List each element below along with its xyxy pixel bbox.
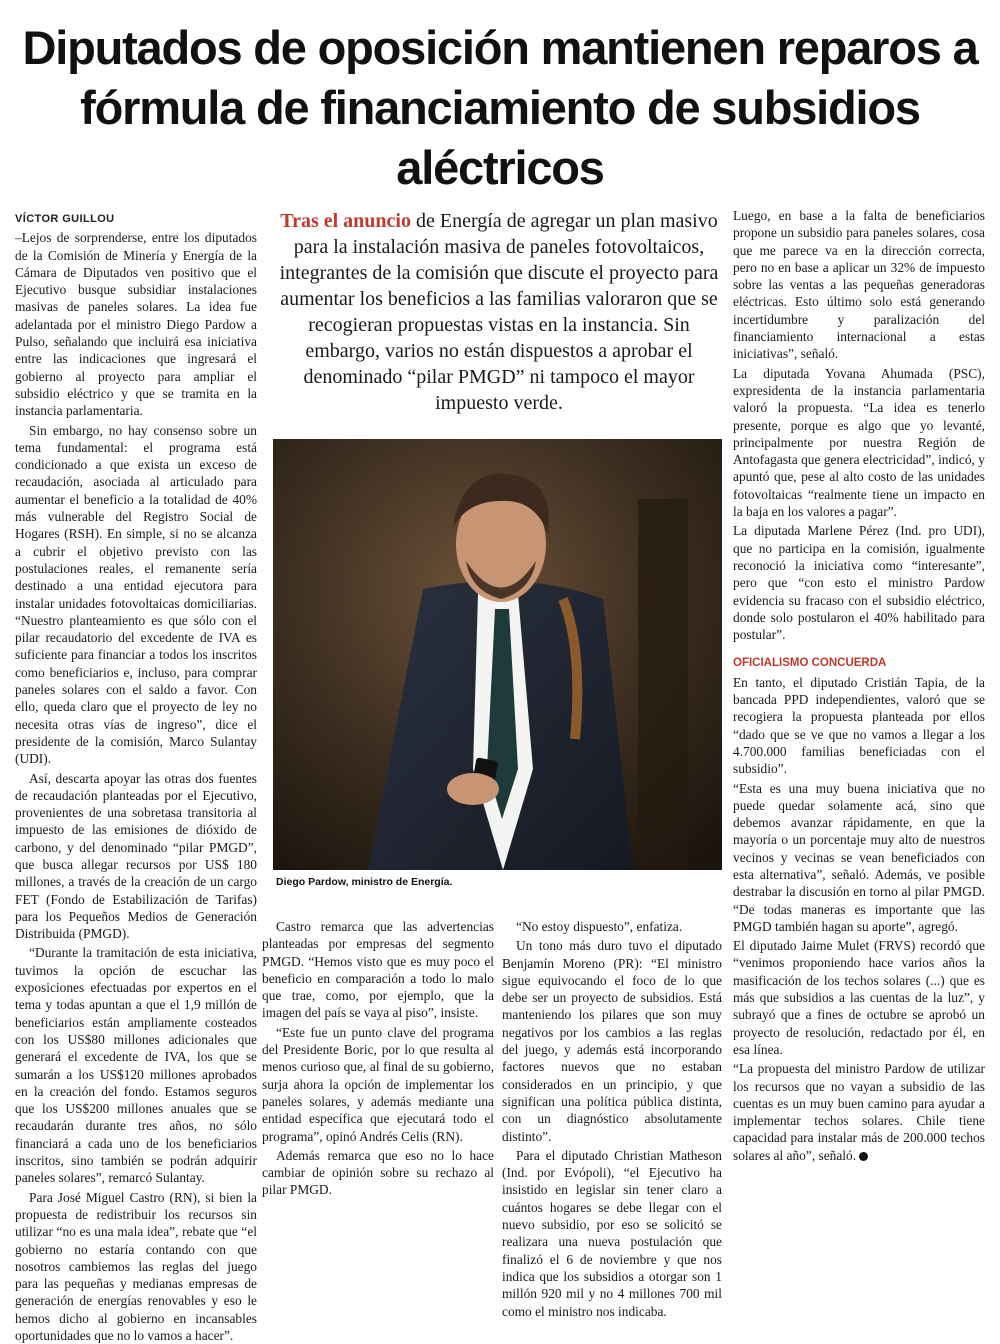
paragraph: –Lejos de sorprenderse, entre los diputados de la Comisión de Minería y Energía de la Cámara de Diputados ven positivo que el Ejecutivo busque subsidiar instalaciones masivas de paneles solares. La idea fue adelantada por el ministro Diego Pardow a Pulso, señalando que incluirá esa iniciativa entre las indicaciones que ingresará el gobierno al proyecto para ampliar el subsidio eléctrico y que se tramita en la instancia parlamentaria. [15, 230, 257, 419]
paragraph: Sin embargo, no hay consenso sobre un tema fundamental: el programa está condicionado a que exista un exceso de recaudación, asociada al articulado para aumentar el beneficio a la totalidad de 40% más vulnerable del Registro Social de Hogares (RSH). En simple, si no se alcanza a cubrir el objetivo previsto con las postulaciones reales, el remanente sería destinado a una entidad ejecutora para instalar unidades fotovoltaicas domiciliarias. “Nuestro planteamiento es que sólo con el pilar recaudatorio del excedente de IVA es suficiente para financiar a todos los inscritos como beneficiarios e, incluso, para comprar paneles solares con el saldo a favor. Con ello, queda claro que el proyecto de ley no necesita otras vías de ingreso”, dice el presidente de la comisión, Marco Sulantay (UDI). [15, 422, 257, 767]
paragraph: La diputada Yovana Ahumada (PSC), expresidenta de la instancia parlamentaria valoró la propuesta. “La idea es tenerlo presente, porque es algo que yo levanté, principalmente por nuestra Región de Antofagasta que genera electricidad”, indicó, y apuntó que, pese al alto costo de las unidades fotovoltaicas “realmente tiene un impacto en la baja en los valores a pagar”. [733, 365, 985, 520]
paragraph: Además remarca que eso no lo hace cambiar de opinión sobre su rechazo al pilar PMGD. [262, 1147, 494, 1198]
paragraph: “Esta es una muy buena iniciativa que no puede quedar solamente acá, sino que debemos avanzar rápidamente, en que la mayoría o un porcentaje muy alto de nuestros vecinos y vecinas se vean beneficiados con esta alternativa”, señaló. Además, ve posible destrabar la discusión en torno al pilar PMGD. “De todas maneras es importante que las PMGD también hagan su aporte”, agregó. [733, 780, 985, 934]
paragraph: “Este fue un punto clave del programa del Presidente Boric, por lo que resulta al menos curioso que, al final de su gobierno, surja ahora la opción de implementar los paneles solares, y además mediante una entidad específica que ejecutará todo el programa”, opinó Andrés Celis (RN). [262, 1024, 494, 1144]
paragraph: Para José Miguel Castro (RN), si bien la propuesta de redistribuir los recursos sin utilizar “no es una mala idea”, rebate que “el gobierno no estaría contando con que nosotros cambiemos las reglas del juego para las pequeñas y medianas empresas de generación de energías renovables y eso le hemos dicho al gobierno en incansables oportunidades que no lo vamos a hacer”. [15, 1189, 257, 1343]
paragraph: “No estoy dispuesto”, enfatiza. [516, 919, 683, 934]
paragraph: Luego, en base a la falta de beneficiarios propone un subsidio para paneles solares, cosa que me parece va en la dirección correcta, pero no en base a aplicar un 32% de impuesto sobre las ventas a las pequeñas generadoras eléctricas. Esto último solo está generando incertidumbre y paralización del financiamiento internacional a estas iniciativas”, señaló. [733, 208, 985, 362]
paragraph: Un tono más duro tuvo el diputado Benjamín Moreno (PR): “El ministro sigue equivocando el foco de lo que debe ser un proyecto de subsidios. Está manteniendo los pilares que son muy negativos por los cambios a las reglas del juego, y además está incorporando factores nuevos que no estaban considerados en un principio, y que significan una política pública distinta, con un diagnóstico absolutamente distinto”. [502, 938, 722, 1144]
article-column-1 [15, 211, 257, 1343]
paragraph: Para el diputado Christian Matheson (Ind. por Evópoli), “el Ejecutivo ha insistido en legislar sin tener claro a cuántos hogares se debe llegar con el nuevo subsidio, por eso se solicitó se realizara una nueva postulación que finalizó el 6 de noviembre y que nos indica que los subsidios a otorgar son 1 millón 920 mil y no 4 millones 700 mil como el ministro nos indicaba. [502, 1147, 722, 1319]
photo-caption: Diego Pardow, ministro de Energía. [276, 876, 453, 888]
photo-diego-pardow [273, 439, 722, 870]
byline: VÍCTOR GUILLOU [15, 213, 115, 225]
paragraph: En tanto, el diputado Cristián Tapia, de la bancada PPD independientes, valoró que se recogiera la propuesta planteada por ellos “dado que se ve que no vamos a llegar a los 4.700.000 familias beneficiadas con el subsidio”. [733, 674, 985, 777]
paragraph: Así, descarta apoyar las otras dos fuentes de recaudación planteadas por el Ejecutivo, provenientes de una sobretasa transitoria al impuesto de las emisiones de dióxido de carbono, y del denominado “pilar PMGD”, que busca allegar recursos por US$ 180 millones, a través de la creación de un cargo FET (Fondo de Estabilización de Tarifas) para los Pequeños Medios de Generación Distribuida (PMGD). [15, 770, 257, 942]
photo-illustration [273, 439, 722, 870]
paragraph [733, 1060, 985, 1164]
lead-text: de Energía de agregar un plan masivo para la instalación masiva de paneles fotovoltaicos, integrantes de la comisión que discute el proyecto para aumentar los beneficios a las familias valoraron que se recogieran propuestas vistas en la instancia. Sin embargo, varios no están dispuestos a aprobar el denominado “pilar PMGD” ni tampoco el mayor impuesto verde. [279, 210, 719, 414]
headline: Diputados de oposición mantienen reparos a fórmula de financiamiento de subsidios aléctricos [22, 21, 978, 194]
subheading: OFICIALISMO CONCUERDA [733, 657, 887, 670]
paragraph: La diputada Marlene Pérez (Ind. pro UDI), que no participa en la comisión, igualmente reconoció la iniciativa como “interesante”, pero que “con esto el ministro Pardow evidencia su fracaso con el subsidio eléctrico, donde solo postularon el 40% habilitado para postular”. [733, 523, 985, 643]
lead-kicker: Tras el anuncio [280, 210, 411, 232]
paragraph: Castro remarca que las advertencias planteadas por empresas del segmento PMGD. “Hemos visto que es muy poco el beneficio en comparación a todo lo malo que trae, como, por ejemplo, que la imagen del país se vaya al piso”, insiste. [262, 919, 494, 1021]
article-column-2 [262, 918, 494, 1198]
paragraph: “Durante la tramitación de esta iniciativa, tuvimos la opción de escuchar las exposiciones efectuadas por expertos en el tema y todas apuntan a que el 1,9 millón de beneficiarios están ampliamente costeados con los US$80 millones adicionales que generará el excedente de IVA, los que se sumarán a los US$120 millones aprobados en la creación del fondo. Estamos seguros que los US$200 millones anuales que se recaudarán durante tres años, no sólo financiará a cada uno de los beneficiarios inscritos, sino también se podrán adquirir paneles solares”, remarcó Sulantay. [15, 945, 257, 1186]
closing-text: “La propuesta del ministro Pardow de utilizar los recursos que no vayan a subsidio de las cuentas es un muy buen camino para ayudar a implementar techos solares. Chile tiene capacidad para instalar más de 200.000 techos solares al año”, señaló. [733, 1061, 985, 1163]
article-column-3 [502, 918, 722, 1319]
paragraph: El diputado Jaime Mulet (FRVS) recordó que “venimos proponiendo hace varios años la masificación de los techos solares (...) que es más que subsidios a las cuentas de la luz”, y subrayó que a fines de octubre se aprobó un proyecto de resolución, redactado por él, en esa línea. [733, 938, 985, 1057]
lead-paragraph [276, 208, 722, 416]
article-column-4 [733, 207, 985, 1167]
end-mark-icon [859, 1152, 868, 1161]
